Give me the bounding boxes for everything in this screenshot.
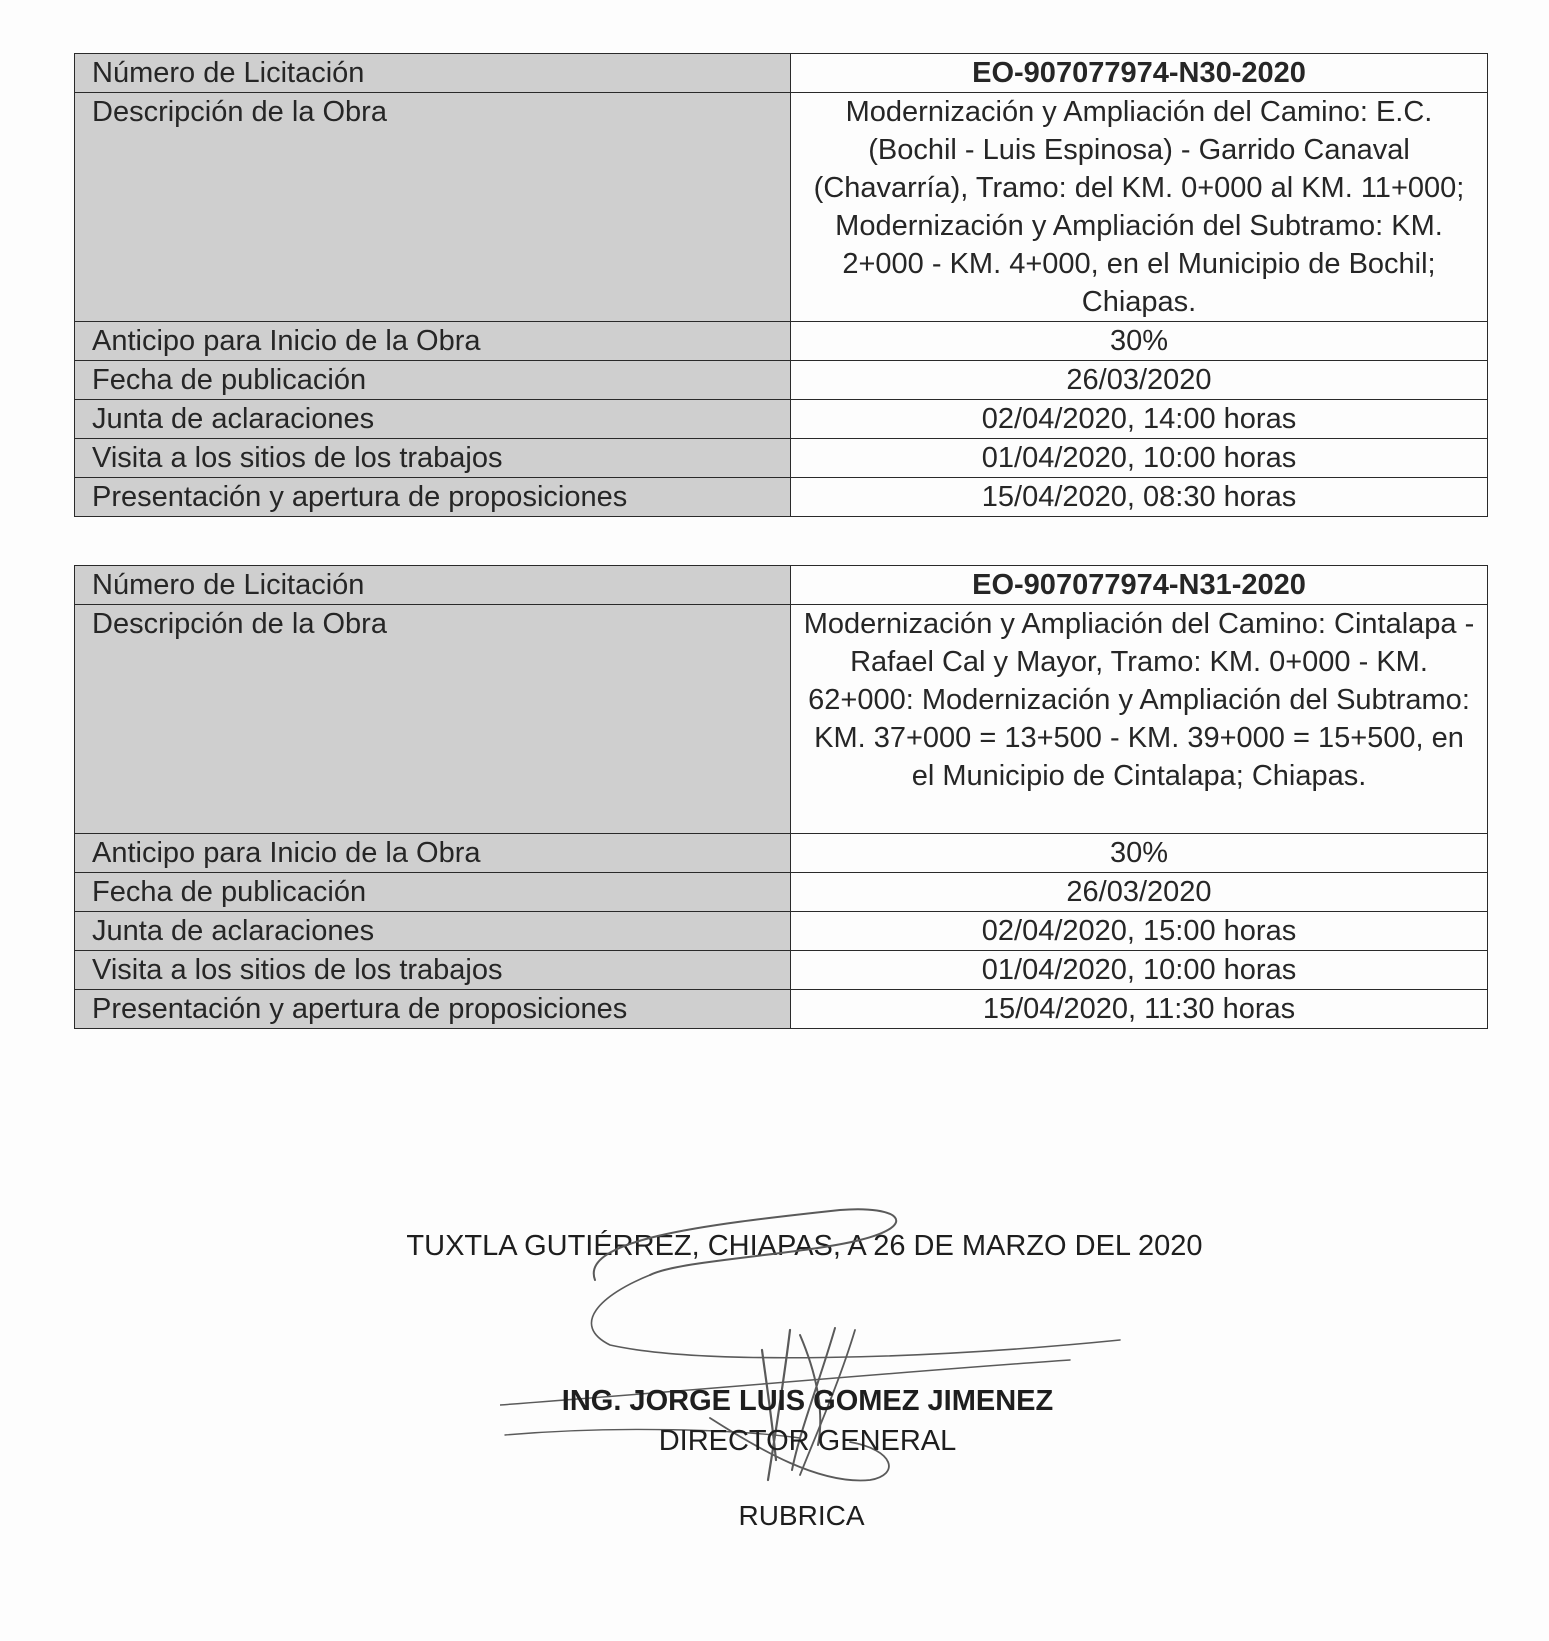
- label-cell: Anticipo para Inicio de la Obra: [75, 322, 791, 361]
- bid-number-value: EO-907077974-N31-2020: [791, 566, 1488, 605]
- rubrica-label: RUBRICA: [738, 1500, 865, 1531]
- clarification-meeting-value: 02/04/2020, 14:00 horas: [791, 400, 1488, 439]
- publication-date-value: 26/03/2020: [791, 361, 1488, 400]
- signer-name: ING. JORGE LUIS GOMEZ JIMENEZ: [561, 1385, 1054, 1417]
- bid-table-n31: [74, 565, 1488, 1029]
- bid-table-n30: [74, 53, 1488, 517]
- table-row-bid-number: [75, 566, 1488, 605]
- clarification-meeting-value: 02/04/2020, 15:00 horas: [791, 912, 1488, 951]
- label-cell: Presentación y apertura de proposiciones: [75, 990, 791, 1029]
- table-row-description: [75, 605, 1488, 834]
- table-row-site-visit: [75, 951, 1488, 990]
- label-cell: Fecha de publicación: [75, 873, 791, 912]
- label-cell: Fecha de publicación: [75, 361, 791, 400]
- label-cell: Anticipo para Inicio de la Obra: [75, 834, 791, 873]
- advance-value: 30%: [791, 322, 1488, 361]
- label-cell: Junta de aclaraciones: [75, 400, 791, 439]
- proposals-opening-value: 15/04/2020, 11:30 horas: [791, 990, 1488, 1029]
- table-row-description: [75, 93, 1488, 322]
- label-cell: Presentación y apertura de proposiciones: [75, 478, 791, 517]
- label-cell: Número de Licitación: [75, 54, 791, 93]
- table-row-proposals-opening: [75, 478, 1488, 517]
- table-row-advance: [75, 834, 1488, 873]
- place-date: TUXTLA GUTIÉRREZ, CHIAPAS, A 26 DE MARZO DEL 2020: [406, 1230, 1203, 1262]
- table-row-site-visit: [75, 439, 1488, 478]
- description-value: Modernización y Ampliación del Camino: Cintalapa - Rafael Cal y Mayor, Tramo: KM. 0+000 - KM. 62+000: Modernización y Ampliación del Subtramo: KM. 37+000 = 13+500 - KM. 39+000 = 15+500, en el Municipio de Cintalapa; Chiapas.: [791, 605, 1488, 834]
- table-row-publication-date: [75, 873, 1488, 912]
- table-row-publication-date: [75, 361, 1488, 400]
- site-visit-value: 01/04/2020, 10:00 horas: [791, 951, 1488, 990]
- label-cell: Descripción de la Obra: [75, 605, 791, 834]
- label-cell: Visita a los sitios de los trabajos: [75, 951, 791, 990]
- proposals-opening-value: 15/04/2020, 08:30 horas: [791, 478, 1488, 517]
- table-row-clarification-meeting: [75, 912, 1488, 951]
- signer-title: DIRECTOR GENERAL: [658, 1425, 957, 1457]
- label-cell: Junta de aclaraciones: [75, 912, 791, 951]
- site-visit-value: 01/04/2020, 10:00 horas: [791, 439, 1488, 478]
- label-cell: Número de Licitación: [75, 566, 791, 605]
- table-row-advance: [75, 322, 1488, 361]
- description-value: Modernización y Ampliación del Camino: E.C. (Bochil - Luis Espinosa) - Garrido Canaval (Chavarría), Tramo: del KM. 0+000 al KM. 11+000; Modernización y Ampliación del Subtramo: KM. 2+000 - KM. 4+000, en el Municipio de Bochil; Chiapas.: [791, 93, 1488, 322]
- label-cell: Descripción de la Obra: [75, 93, 791, 322]
- table-row-bid-number: [75, 54, 1488, 93]
- table-row-clarification-meeting: [75, 400, 1488, 439]
- publication-date-value: 26/03/2020: [791, 873, 1488, 912]
- label-cell: Visita a los sitios de los trabajos: [75, 439, 791, 478]
- bid-number-value: EO-907077974-N30-2020: [791, 54, 1488, 93]
- advance-value: 30%: [791, 834, 1488, 873]
- table-row-proposals-opening: [75, 990, 1488, 1029]
